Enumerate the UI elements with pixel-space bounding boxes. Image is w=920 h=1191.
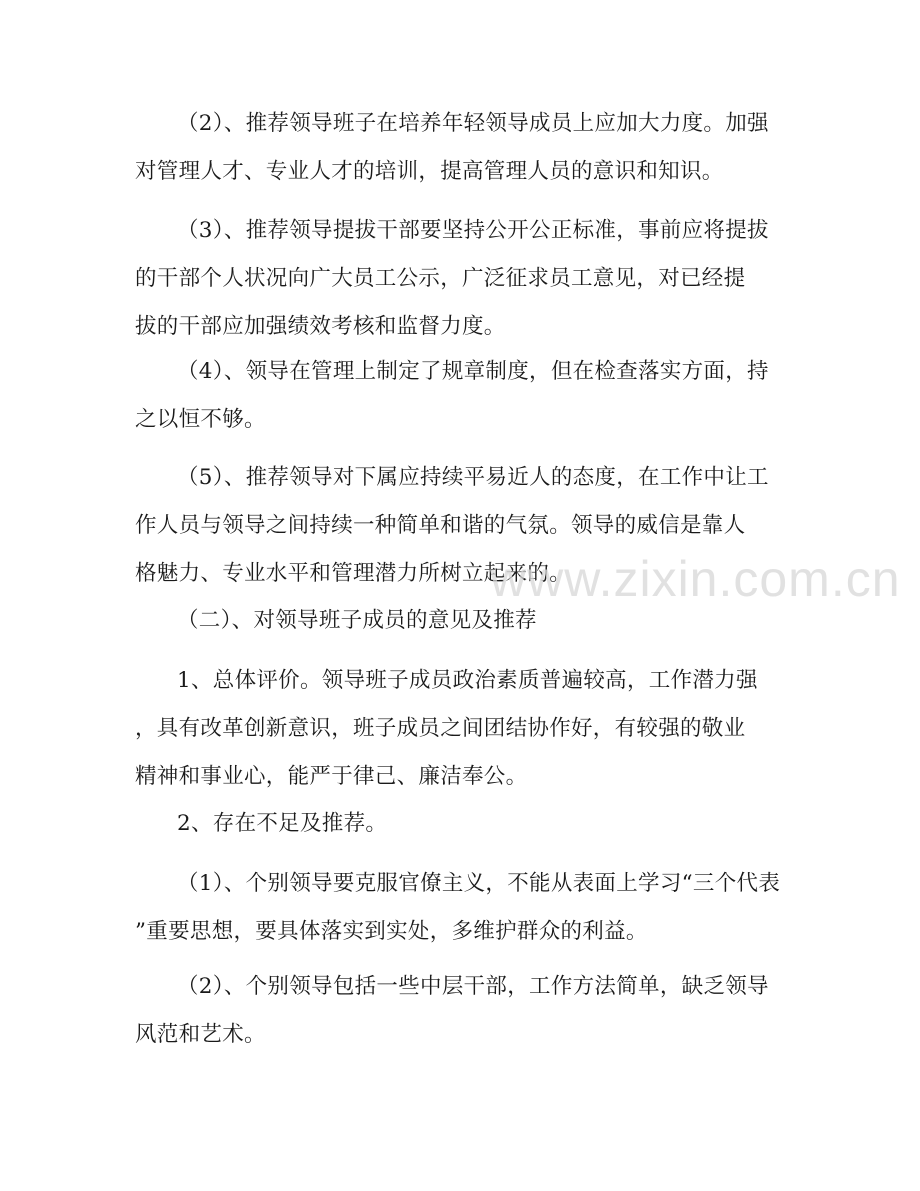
text-line: ，具有改革创新意识，班子成员之间团结协作好，有较强的敬业 <box>135 716 746 741</box>
text-line: （4）、领导在管理上制定了规章制度，但在检查落实方面，持 <box>177 359 769 384</box>
text-line: 1、总体评价。领导班子成员政治素质普遍较高，工作潜力强 <box>177 668 758 693</box>
text-line: 2、存在不足及推荐。 <box>177 811 388 836</box>
text-line: （1）、个别领导要克服官僚主义，不能从表面上学习“三个代表 <box>177 871 781 896</box>
paragraph-work-methods <box>135 963 785 1059</box>
text-line: 风范和艺术。 <box>135 1022 266 1047</box>
text-line: （3）、推荐领导提拔干部要坚持公开公正标准，事前应将提拔 <box>177 218 769 243</box>
text-line: 格魅力、专业水平和管理潜力所树立起来的。 <box>135 561 572 586</box>
paragraph-bureaucracy <box>135 860 785 956</box>
text-line: 拔的干部应加强绩效考核和监督力度。 <box>135 314 506 339</box>
paragraph-approachable-attitude <box>135 454 785 598</box>
text-line: （2）、个别领导包括一些中层干部，工作方法简单，缺乏领导 <box>177 974 769 999</box>
paragraph-shortcomings <box>135 800 785 848</box>
text-line: （2）、推荐领导班子在培养年轻领导成员上应加大力度。加强 <box>177 111 769 136</box>
section-heading: （二）、对领导班子成员的意见及推荐 <box>177 608 537 633</box>
paragraph-recommend-young-leaders <box>135 100 785 196</box>
text-line: ”重要思想，要具体落实到实处，多维护群众的利益。 <box>135 919 648 944</box>
text-line: （5）、推荐领导对下属应持续平易近人的态度，在工作中让工 <box>177 465 769 490</box>
text-line: 对管理人才、专业人才的培训，提高管理人员的意识和知识。 <box>135 159 724 184</box>
section-heading-opinions <box>135 597 785 645</box>
paragraph-overall-evaluation <box>135 657 785 801</box>
text-line: 精神和事业心，能严于律己、廉洁奉公。 <box>135 764 528 789</box>
paragraph-rules-enforcement <box>135 348 785 444</box>
text-line: 作人员与领导之间持续一种简单和谐的气氛。领导的威信是靠人 <box>135 513 746 538</box>
text-line: 的干部个人状况向广大员工公示，广泛征求员工意见，对已经提 <box>135 266 746 291</box>
watermark: www.zixin.com.cn <box>490 551 901 607</box>
paragraph-recommend-promotion <box>135 207 785 351</box>
text-line: 之以恒不够。 <box>135 407 266 432</box>
